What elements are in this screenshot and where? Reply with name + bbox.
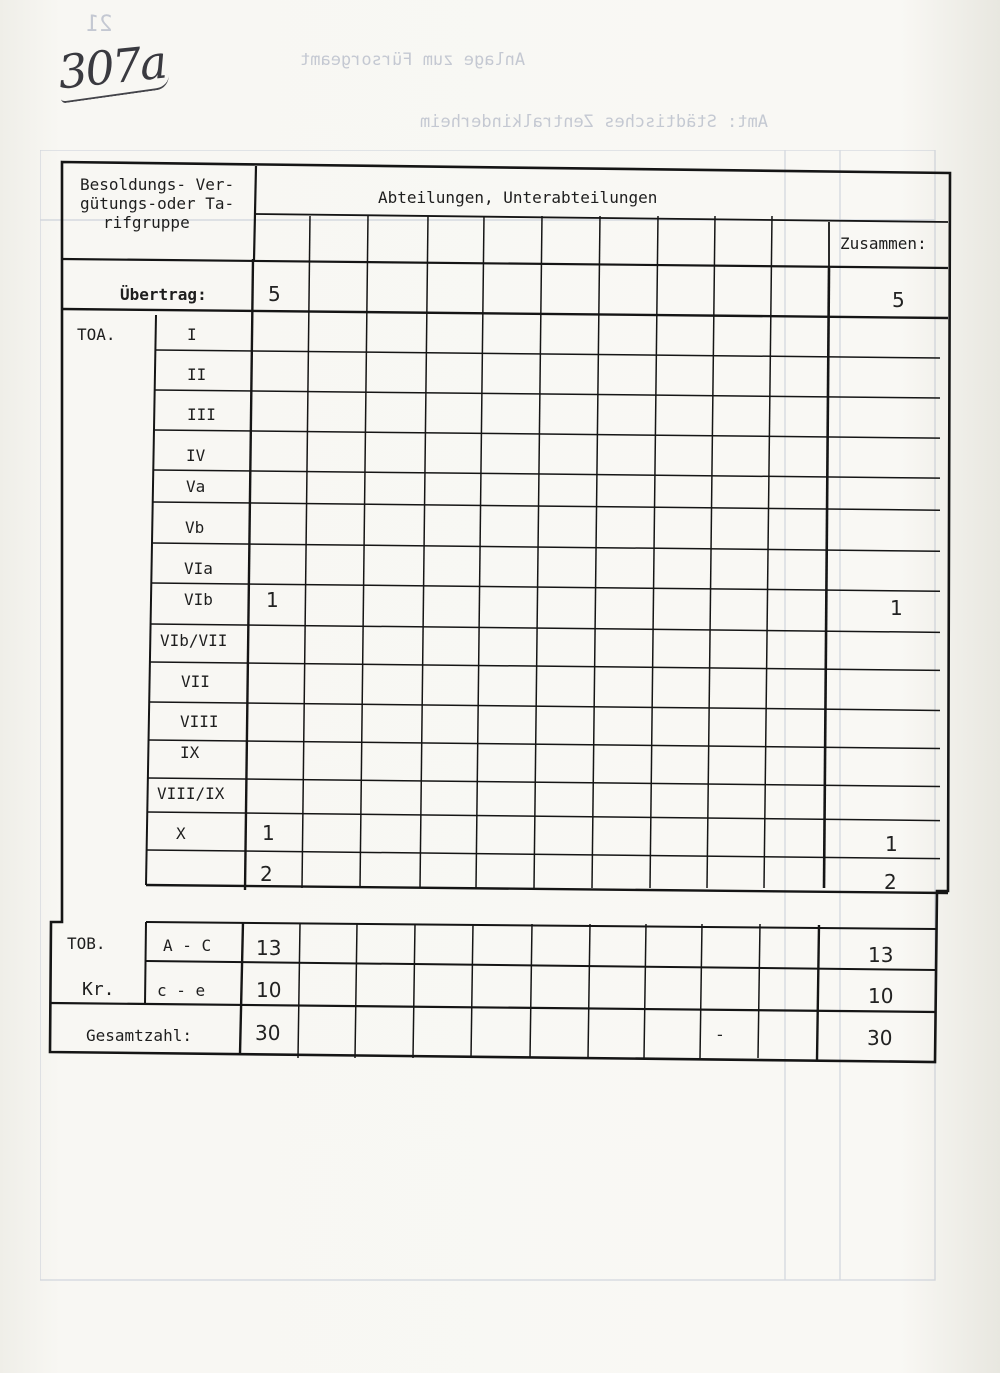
- grid-line: [700, 924, 702, 1058]
- bleed-office: Amt: Städtisches Zentralkinderheim: [420, 112, 768, 132]
- vib-first-value: 1: [266, 588, 279, 612]
- grid-line: [153, 543, 941, 551]
- carry-over-total: 5: [892, 288, 905, 312]
- grid-line: [155, 390, 940, 398]
- grid-line: [355, 924, 357, 1058]
- kr-range: c - e: [157, 981, 206, 1000]
- grand-total-first-value: 30: [255, 1021, 281, 1045]
- tob-label: TOB.: [67, 934, 106, 953]
- x-first-value: 1: [262, 821, 275, 845]
- tob-total: 13: [868, 943, 894, 967]
- grid-line: [530, 924, 532, 1058]
- grid-line: [413, 924, 415, 1058]
- handwritten-number: 307a: [55, 34, 168, 100]
- grade-label: VIb: [184, 590, 213, 609]
- grade-label: IX: [180, 743, 200, 762]
- carry-over-label: Übertrag:: [120, 285, 207, 304]
- grade-label: X: [176, 824, 186, 843]
- grid-line: [650, 216, 658, 888]
- grade-label: IV: [186, 446, 206, 465]
- total-label: Zusammen:: [840, 234, 927, 253]
- group-label-line-1: Besoldungs- Ver-: [80, 175, 235, 194]
- subtotal-first-value: 2: [260, 862, 273, 886]
- grid-line: [153, 502, 940, 510]
- grid-line: [150, 662, 940, 670]
- grid-line: [592, 216, 600, 888]
- grid-line: [707, 216, 715, 888]
- grid-line: [148, 778, 940, 787]
- grid-line: [150, 702, 940, 710]
- grade-label: VIb/VII: [160, 631, 228, 650]
- grand-total-total: 30: [867, 1026, 893, 1050]
- carry-over-first-value: 5: [268, 282, 281, 306]
- grid-line: [476, 216, 484, 888]
- bleed-number: 21: [86, 12, 113, 37]
- grade-label: VIII: [180, 712, 219, 731]
- grade-label: III: [187, 405, 216, 424]
- grid-line: [534, 216, 542, 888]
- grade-label: VII: [181, 672, 210, 691]
- bleed-title: Anlage zum Fürsorgeamt: [300, 50, 526, 70]
- kr-first-value: 10: [256, 978, 282, 1002]
- grid-line: [156, 350, 940, 358]
- tob-range: A - C: [163, 936, 212, 955]
- grid-line: [302, 216, 310, 888]
- grade-label: I: [187, 325, 197, 344]
- x-total: 1: [885, 832, 898, 856]
- grid-line: [149, 740, 940, 749]
- grid-line: [154, 470, 940, 478]
- group-label-line-2: gütungs-oder Ta-: [80, 194, 235, 213]
- tob-first-value: 13: [256, 936, 282, 960]
- grand-total-label: Gesamtzahl:: [86, 1026, 192, 1045]
- grade-label: II: [187, 365, 207, 384]
- kr-total: 10: [868, 984, 894, 1008]
- kr-label: Kr.: [82, 979, 115, 1000]
- grid-line: [588, 924, 590, 1058]
- vib-total: 1: [890, 596, 903, 620]
- departments-label: Abteilungen, Unterabteilungen: [378, 188, 658, 207]
- grid-line: [147, 850, 940, 859]
- group-label-line-3: rifgruppe: [103, 213, 190, 232]
- grade-label: VIa: [184, 559, 213, 578]
- grid-line: [148, 812, 940, 821]
- grid-line: [151, 624, 940, 632]
- toa-label: TOA.: [77, 325, 116, 344]
- grid-line: [758, 924, 760, 1058]
- grand-total-dash: -: [717, 1025, 723, 1044]
- grade-label: Vb: [185, 518, 205, 537]
- grid-line: [155, 430, 940, 438]
- subtotal-total: 2: [884, 870, 897, 894]
- grid-line: [644, 924, 646, 1058]
- grade-label: Va: [186, 477, 206, 496]
- grid-line: [298, 924, 300, 1058]
- grid-line: [360, 216, 368, 888]
- grade-label: VIII/IX: [157, 784, 225, 803]
- grid-line: [471, 924, 473, 1058]
- grid-line: [420, 216, 428, 888]
